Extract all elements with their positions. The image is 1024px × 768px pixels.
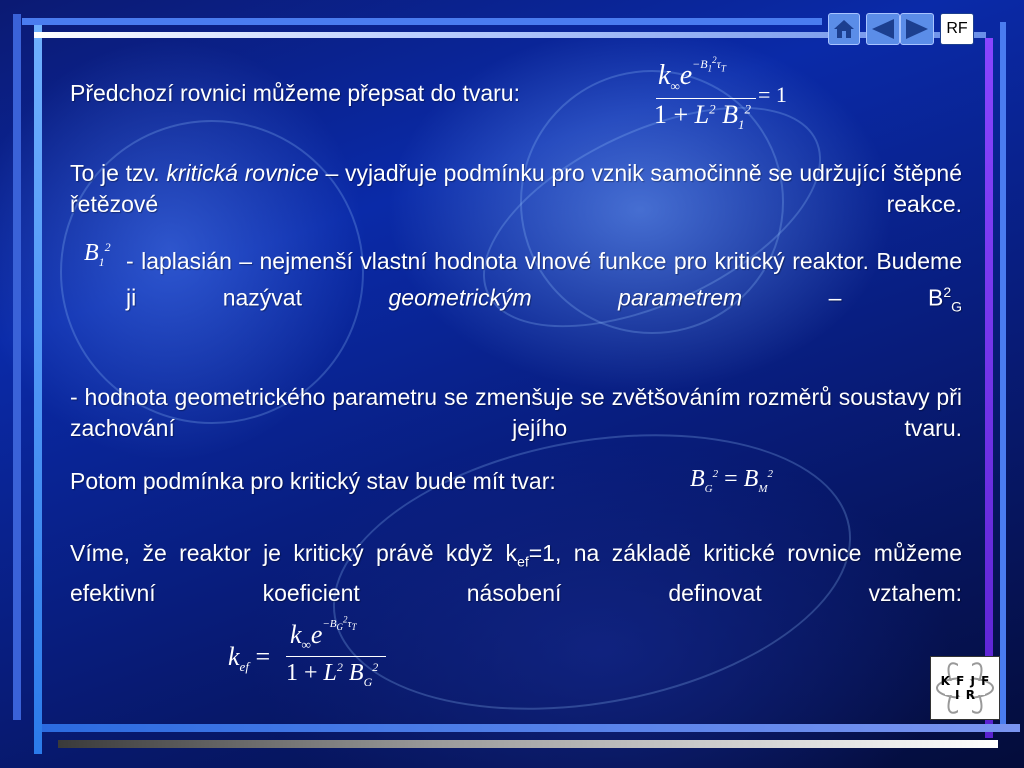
frame-bottom-bar-light (58, 740, 998, 748)
keff-fraction-line (286, 656, 386, 657)
rf-button[interactable] (940, 13, 974, 45)
logo-letters: K F J F I R (940, 674, 990, 702)
eq1-denominator: $1 + L^2$ $B_1^2$ (654, 100, 752, 133)
eq1-fraction-line (656, 98, 756, 99)
b1-squared-symbol: $B_1^2$ (84, 240, 111, 269)
keff-equation (228, 614, 398, 698)
frame-bottom-bar (42, 724, 1020, 732)
frame-left-inner (34, 24, 42, 754)
critical-condition-equation: $B_G^2 = B_M^2$ (690, 466, 774, 495)
critical-equation (652, 54, 802, 138)
keff-lhs: $k_{ef}$ = (228, 642, 271, 675)
eq1-equals: = 1 (758, 82, 787, 107)
keff-numerator: $k_\infty e^{-B_G^2\tau_T}$ (290, 614, 357, 653)
laplacian-description: - laplasián – nejmenší vlastní hodnota vlnové funkce pro kritický reaktor. Budeme ji nazývat geometrickým parametrem – $B^2_G$ (126, 248, 962, 315)
previous-slide-button[interactable] (866, 13, 900, 45)
keff-definition-text: Víme, že reaktor je kritický právě když $k_{ef}=1$, na základě kritické rovnice můžeme efektivní koeficient násobení definovat vztahem: (70, 540, 962, 606)
frame-right-bar-thin (1000, 22, 1006, 728)
faculty-logo (930, 656, 1000, 720)
eq1-numerator: $k_\infty e^{-B_1^2\tau_T}$ (658, 54, 726, 94)
frame-right-bar (985, 38, 993, 738)
rf-label: RF (946, 20, 968, 37)
critical-condition-text: Potom podmínka pro kritický stav bude mít tvar: (70, 468, 556, 494)
next-slide-button[interactable] (900, 13, 934, 45)
home-icon (832, 18, 856, 40)
critical-equation-description: To je tzv. kritická rovnice – vyjadřuje podmínku pro vznik samočinně se udržující štěpné řetězové reakce. (70, 160, 962, 217)
frame-left-outer (13, 14, 21, 720)
intro-text: Předchozí rovnici můžeme přepsat do tvaru: (70, 80, 520, 106)
arrow-right-icon (904, 18, 930, 40)
geometric-parameter-note: - hodnota geometrického parametru se zmenšuje se zvětšováním rozměrů soustavy při zachování jejího tvaru. (70, 384, 962, 441)
frame-top-bar (22, 18, 822, 25)
arrow-left-icon (870, 18, 896, 40)
keff-denominator: $1 + L^2$ $B_G^2$ (286, 660, 379, 689)
home-button[interactable] (828, 13, 860, 45)
